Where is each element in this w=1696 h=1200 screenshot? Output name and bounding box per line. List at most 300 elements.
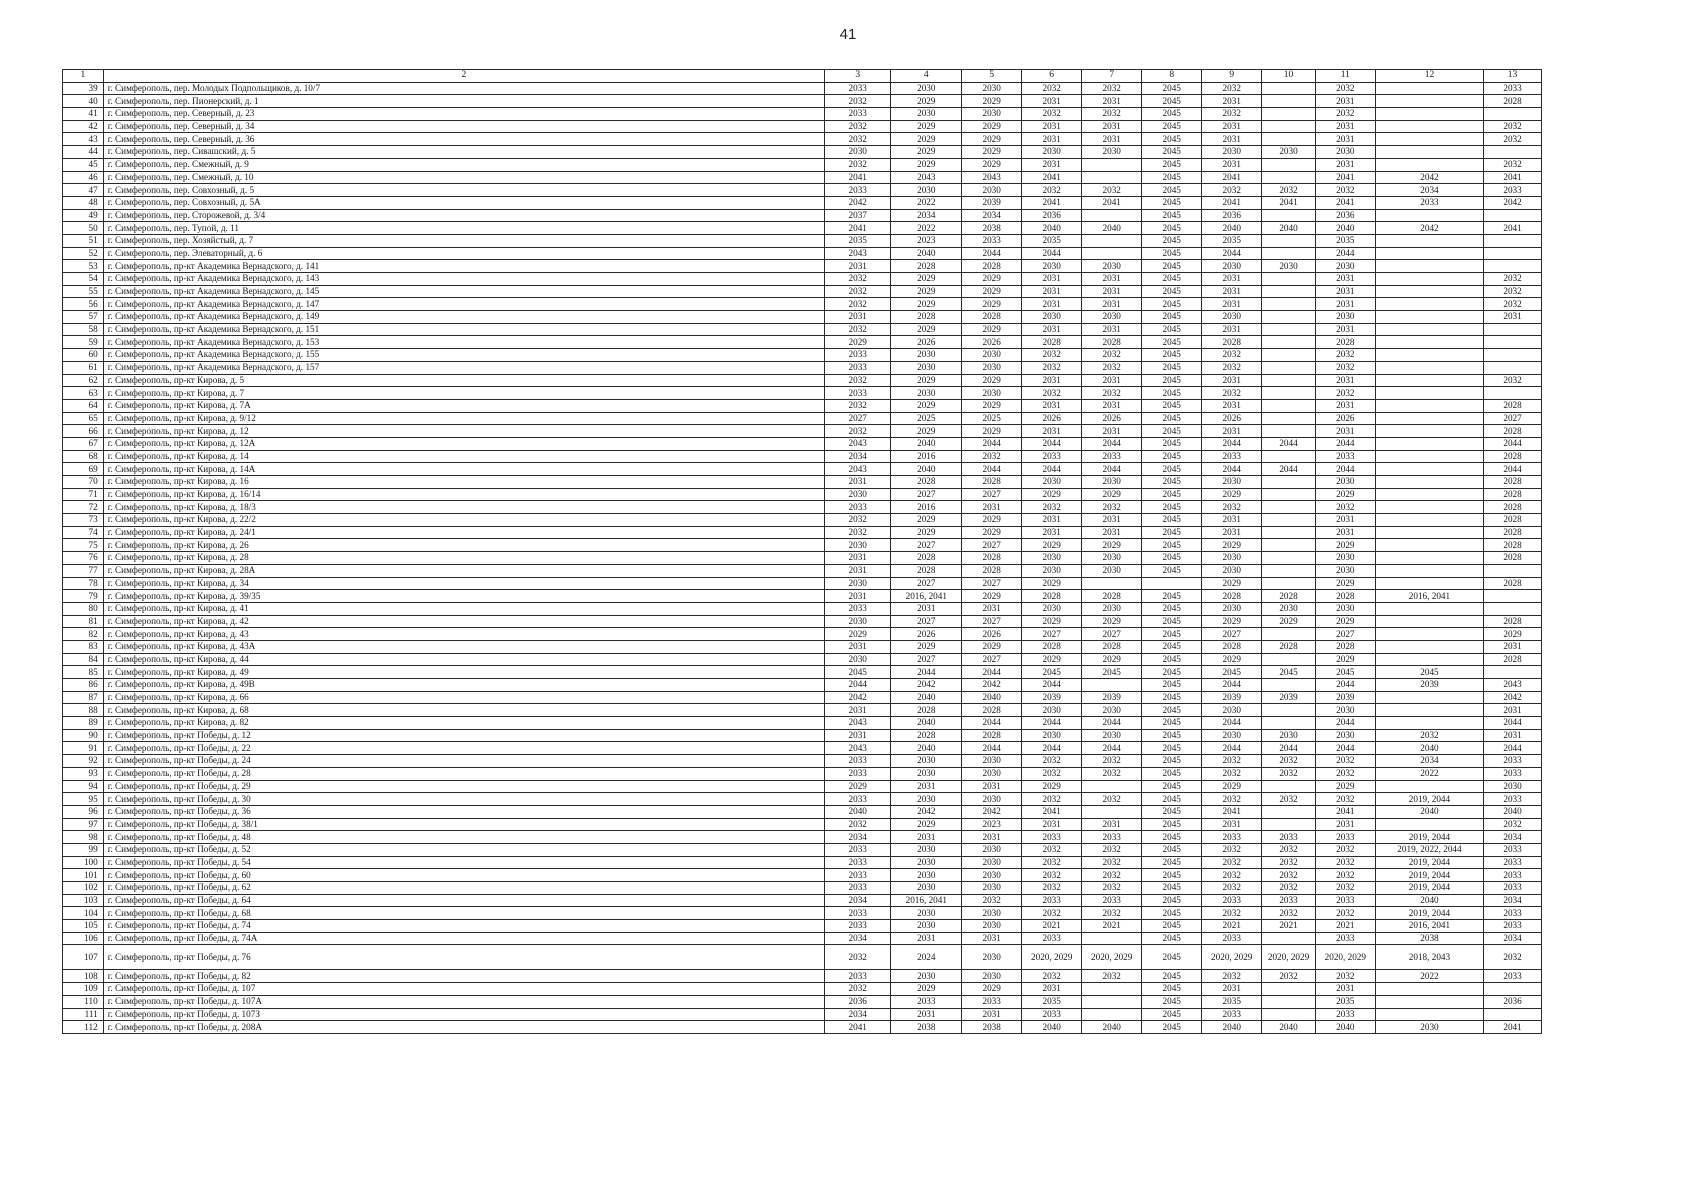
cell-col-3: 2032 — [824, 818, 890, 831]
cell-row-number: 60 — [63, 349, 104, 362]
cell-col-13: 2033 — [1484, 793, 1542, 806]
cell-col-5: 2030 — [962, 945, 1022, 970]
column-header: 10 — [1262, 70, 1316, 83]
cell-col-9: 2033 — [1202, 1008, 1262, 1021]
cell-col-11: 2045 — [1315, 666, 1375, 679]
cell-col-3: 2032 — [824, 514, 890, 527]
cell-col-12 — [1375, 501, 1483, 514]
cell-row-number: 52 — [63, 247, 104, 260]
cell-col-7: 2041 — [1082, 196, 1142, 209]
cell-col-7: 2030 — [1082, 564, 1142, 577]
cell-address: г. Симферополь, пр-кт Кирова, д. 14 — [103, 450, 824, 463]
cell-address: г. Симферополь, пер. Смежный, д. 9 — [103, 158, 824, 171]
cell-col-11: 2030 — [1315, 552, 1375, 565]
table-row — [63, 260, 1542, 273]
cell-col-13 — [1484, 361, 1542, 374]
cell-address: г. Симферополь, пр-кт Кирова, д. 14А — [103, 463, 824, 476]
cell-col-7: 2031 — [1082, 273, 1142, 286]
cell-col-9: 2040 — [1202, 222, 1262, 235]
table-body — [63, 70, 1542, 1034]
cell-col-3: 2033 — [824, 361, 890, 374]
cell-col-4: 2029 — [891, 374, 962, 387]
cell-col-12 — [1375, 995, 1483, 1008]
cell-col-9: 2033 — [1202, 894, 1262, 907]
cell-col-6: 2032 — [1022, 767, 1082, 780]
cell-col-11: 2031 — [1315, 273, 1375, 286]
table-row — [63, 95, 1542, 108]
cell-row-number: 72 — [63, 501, 104, 514]
cell-col-10: 2030 — [1262, 146, 1316, 159]
cell-col-3: 2034 — [824, 932, 890, 945]
cell-col-11: 2030 — [1315, 602, 1375, 615]
cell-col-10 — [1262, 577, 1316, 590]
cell-row-number: 54 — [63, 273, 104, 286]
cell-row-number: 107 — [63, 945, 104, 970]
cell-col-12 — [1375, 476, 1483, 489]
cell-col-6: 2032 — [1022, 361, 1082, 374]
cell-col-9: 2032 — [1202, 856, 1262, 869]
cell-col-11: 2031 — [1315, 158, 1375, 171]
cell-row-number: 39 — [63, 82, 104, 95]
cell-col-5: 2029 — [962, 590, 1022, 603]
cell-col-7: 2032 — [1082, 843, 1142, 856]
cell-col-8: 2045 — [1142, 640, 1202, 653]
cell-col-13: 2032 — [1484, 945, 1542, 970]
cell-col-4: 2028 — [891, 311, 962, 324]
cell-col-12 — [1375, 298, 1483, 311]
cell-row-number: 59 — [63, 336, 104, 349]
cell-col-13: 2028 — [1484, 95, 1542, 108]
cell-row-number: 98 — [63, 831, 104, 844]
table-row — [63, 564, 1542, 577]
cell-col-4: 2038 — [891, 1021, 962, 1034]
table-row — [63, 767, 1542, 780]
cell-col-11: 2032 — [1315, 184, 1375, 197]
cell-col-8: 2045 — [1142, 894, 1202, 907]
table-row — [63, 577, 1542, 590]
cell-col-8: 2045 — [1142, 1008, 1202, 1021]
cell-col-4: 2029 — [891, 273, 962, 286]
cell-col-7: 2031 — [1082, 133, 1142, 146]
cell-col-10: 2032 — [1262, 869, 1316, 882]
cell-col-5: 2029 — [962, 983, 1022, 996]
cell-address: г. Симферополь, пр-кт Кирова, д. 44 — [103, 653, 824, 666]
cell-col-13: 2032 — [1484, 818, 1542, 831]
cell-address: г. Симферополь, пер. Северный, д. 36 — [103, 133, 824, 146]
cell-col-7: 2033 — [1082, 831, 1142, 844]
cell-col-11: 2041 — [1315, 805, 1375, 818]
column-header: 2 — [103, 70, 824, 83]
cell-col-4: 2029 — [891, 818, 962, 831]
cell-col-3: 2043 — [824, 717, 890, 730]
cell-row-number: 55 — [63, 285, 104, 298]
cell-col-4: 2031 — [891, 602, 962, 615]
cell-col-5: 2026 — [962, 628, 1022, 641]
cell-col-3: 2032 — [824, 983, 890, 996]
cell-col-4: 2027 — [891, 488, 962, 501]
cell-col-5: 2030 — [962, 108, 1022, 121]
cell-col-6: 2036 — [1022, 209, 1082, 222]
cell-col-7: 2032 — [1082, 907, 1142, 920]
cell-col-10 — [1262, 780, 1316, 793]
cell-col-10 — [1262, 717, 1316, 730]
cell-col-13: 2028 — [1484, 539, 1542, 552]
cell-col-10: 2032 — [1262, 907, 1316, 920]
cell-col-7 — [1082, 158, 1142, 171]
cell-col-11: 2027 — [1315, 628, 1375, 641]
cell-col-3: 2041 — [824, 1021, 890, 1034]
cell-col-10 — [1262, 526, 1316, 539]
cell-col-6: 2031 — [1022, 285, 1082, 298]
cell-col-9: 2029 — [1202, 577, 1262, 590]
cell-col-12 — [1375, 260, 1483, 273]
cell-col-11: 2029 — [1315, 615, 1375, 628]
cell-col-4: 2029 — [891, 526, 962, 539]
cell-col-9: 2031 — [1202, 983, 1262, 996]
cell-col-3: 2034 — [824, 450, 890, 463]
cell-col-4: 2027 — [891, 577, 962, 590]
cell-col-12: 2034 — [1375, 755, 1483, 768]
cell-col-6: 2030 — [1022, 260, 1082, 273]
cell-col-12 — [1375, 158, 1483, 171]
cell-col-9: 2030 — [1202, 729, 1262, 742]
cell-col-9: 2032 — [1202, 907, 1262, 920]
cell-col-3: 2030 — [824, 615, 890, 628]
cell-col-10 — [1262, 95, 1316, 108]
cell-col-4: 2029 — [891, 298, 962, 311]
cell-col-4: 2040 — [891, 437, 962, 450]
cell-col-9: 2031 — [1202, 514, 1262, 527]
cell-col-11: 2028 — [1315, 590, 1375, 603]
cell-col-9: 2032 — [1202, 755, 1262, 768]
cell-col-5: 2032 — [962, 894, 1022, 907]
cell-col-5: 2044 — [962, 247, 1022, 260]
cell-col-7: 2028 — [1082, 336, 1142, 349]
cell-col-5: 2026 — [962, 336, 1022, 349]
cell-col-5: 2030 — [962, 387, 1022, 400]
cell-col-12 — [1375, 488, 1483, 501]
cell-col-6: 2032 — [1022, 108, 1082, 121]
cell-col-12 — [1375, 209, 1483, 222]
table-row — [63, 704, 1542, 717]
cell-col-12 — [1375, 539, 1483, 552]
cell-col-11: 2028 — [1315, 640, 1375, 653]
column-header: 4 — [891, 70, 962, 83]
cell-col-10: 2029 — [1262, 615, 1316, 628]
cell-col-10: 2044 — [1262, 742, 1316, 755]
cell-col-10 — [1262, 805, 1316, 818]
cell-address: г. Симферополь, пр-кт Победы, д. 30 — [103, 793, 824, 806]
cell-address: г. Симферополь, пр-кт Победы, д. 60 — [103, 869, 824, 882]
cell-row-number: 50 — [63, 222, 104, 235]
cell-col-11: 2033 — [1315, 450, 1375, 463]
cell-col-8: 2045 — [1142, 488, 1202, 501]
cell-col-12 — [1375, 311, 1483, 324]
cell-col-10: 2044 — [1262, 463, 1316, 476]
cell-col-3: 2033 — [824, 501, 890, 514]
cell-col-4: 2040 — [891, 742, 962, 755]
cell-col-6: 2031 — [1022, 323, 1082, 336]
cell-row-number: 69 — [63, 463, 104, 476]
table-row — [63, 1021, 1542, 1034]
cell-col-5: 2028 — [962, 260, 1022, 273]
table-row — [63, 628, 1542, 641]
cell-address: г. Симферополь, пр-кт Кирова, д. 22/2 — [103, 514, 824, 527]
cell-col-6: 2044 — [1022, 437, 1082, 450]
cell-col-5: 2044 — [962, 717, 1022, 730]
cell-col-4: 2030 — [891, 907, 962, 920]
cell-col-8: 2045 — [1142, 970, 1202, 983]
cell-col-12: 2019, 2044 — [1375, 907, 1483, 920]
cell-col-4: 2029 — [891, 323, 962, 336]
cell-address: г. Симферополь, пр-кт Академика Вернадского, д. 145 — [103, 285, 824, 298]
cell-col-10 — [1262, 425, 1316, 438]
cell-row-number: 46 — [63, 171, 104, 184]
cell-col-13 — [1484, 349, 1542, 362]
cell-col-10: 2032 — [1262, 755, 1316, 768]
table-row — [63, 843, 1542, 856]
cell-col-8: 2045 — [1142, 1021, 1202, 1034]
cell-col-7: 2040 — [1082, 222, 1142, 235]
cell-col-13: 2033 — [1484, 82, 1542, 95]
cell-col-5: 2030 — [962, 184, 1022, 197]
cell-col-11: 2029 — [1315, 488, 1375, 501]
cell-col-11: 2032 — [1315, 361, 1375, 374]
cell-col-12: 2038 — [1375, 932, 1483, 945]
cell-row-number: 70 — [63, 476, 104, 489]
cell-col-4: 2031 — [891, 780, 962, 793]
cell-col-3: 2032 — [824, 374, 890, 387]
cell-col-13 — [1484, 209, 1542, 222]
cell-col-12 — [1375, 285, 1483, 298]
cell-col-10 — [1262, 539, 1316, 552]
cell-col-10: 2033 — [1262, 831, 1316, 844]
cell-address: г. Симферополь, пр-кт Победы, д. 68 — [103, 907, 824, 920]
cell-col-8: 2045 — [1142, 437, 1202, 450]
cell-col-6: 2032 — [1022, 843, 1082, 856]
cell-col-3: 2031 — [824, 260, 890, 273]
cell-col-7: 2031 — [1082, 818, 1142, 831]
cell-address: г. Симферополь, пр-кт Победы, д. 24 — [103, 755, 824, 768]
cell-col-7: 2032 — [1082, 361, 1142, 374]
cell-col-11: 2032 — [1315, 843, 1375, 856]
cell-row-number: 42 — [63, 120, 104, 133]
cell-col-10 — [1262, 158, 1316, 171]
cell-col-5: 2027 — [962, 615, 1022, 628]
cell-col-5: 2029 — [962, 133, 1022, 146]
cell-col-4: 2030 — [891, 920, 962, 933]
cell-col-6: 2031 — [1022, 374, 1082, 387]
cell-row-number: 66 — [63, 425, 104, 438]
cell-col-9: 2041 — [1202, 196, 1262, 209]
cell-col-13: 2033 — [1484, 882, 1542, 895]
cell-col-5: 2033 — [962, 995, 1022, 1008]
cell-col-9: 2032 — [1202, 882, 1262, 895]
table-row — [63, 171, 1542, 184]
cell-col-4: 2016 — [891, 450, 962, 463]
cell-col-11: 2044 — [1315, 437, 1375, 450]
cell-col-6: 2044 — [1022, 679, 1082, 692]
cell-col-8: 2045 — [1142, 222, 1202, 235]
cell-col-4: 2030 — [891, 184, 962, 197]
cell-col-4: 2028 — [891, 704, 962, 717]
cell-col-13: 2028 — [1484, 488, 1542, 501]
cell-col-4: 2030 — [891, 793, 962, 806]
table-row — [63, 234, 1542, 247]
cell-col-12 — [1375, 818, 1483, 831]
cell-col-10 — [1262, 628, 1316, 641]
cell-col-3: 2032 — [824, 298, 890, 311]
cell-address: г. Симферополь, пр-кт Академика Вернадского, д. 155 — [103, 349, 824, 362]
cell-address: г. Симферополь, пр-кт Кирова, д. 12 — [103, 425, 824, 438]
cell-col-13: 2031 — [1484, 311, 1542, 324]
cell-col-4: 2026 — [891, 336, 962, 349]
cell-col-5: 2038 — [962, 1021, 1022, 1034]
cell-col-5: 2029 — [962, 425, 1022, 438]
cell-col-8: 2045 — [1142, 602, 1202, 615]
cell-col-3: 2030 — [824, 488, 890, 501]
cell-col-9: 2030 — [1202, 146, 1262, 159]
cell-col-7 — [1082, 1008, 1142, 1021]
cell-address: г. Симферополь, пр-кт Академика Вернадского, д. 149 — [103, 311, 824, 324]
cell-col-9: 2027 — [1202, 628, 1262, 641]
cell-col-11: 2032 — [1315, 882, 1375, 895]
table-row — [63, 209, 1542, 222]
cell-col-9: 2032 — [1202, 767, 1262, 780]
cell-col-6: 2040 — [1022, 1021, 1082, 1034]
cell-col-11: 2032 — [1315, 767, 1375, 780]
cell-col-10 — [1262, 514, 1316, 527]
cell-col-11: 2026 — [1315, 412, 1375, 425]
cell-col-13: 2028 — [1484, 450, 1542, 463]
cell-address: г. Симферополь, пер. Сторожевой, д. 3/4 — [103, 209, 824, 222]
cell-col-3: 2037 — [824, 209, 890, 222]
table-row — [63, 932, 1542, 945]
cell-col-4: 2024 — [891, 945, 962, 970]
table-row — [63, 780, 1542, 793]
cell-col-7: 2030 — [1082, 476, 1142, 489]
cell-address: г. Симферополь, пр-кт Кирова, д. 28А — [103, 564, 824, 577]
cell-col-7: 2031 — [1082, 285, 1142, 298]
cell-col-13: 2040 — [1484, 805, 1542, 818]
table-row — [63, 755, 1542, 768]
cell-col-3: 2031 — [824, 704, 890, 717]
cell-col-13: 2027 — [1484, 412, 1542, 425]
cell-col-7 — [1082, 995, 1142, 1008]
cell-col-3: 2034 — [824, 831, 890, 844]
cell-col-3: 2032 — [824, 323, 890, 336]
table-row — [63, 983, 1542, 996]
cell-col-6: 2039 — [1022, 691, 1082, 704]
cell-col-8: 2045 — [1142, 869, 1202, 882]
cell-col-5: 2028 — [962, 564, 1022, 577]
cell-col-4: 2029 — [891, 514, 962, 527]
table-row — [63, 146, 1542, 159]
cell-col-10 — [1262, 679, 1316, 692]
cell-col-12: 2039 — [1375, 679, 1483, 692]
cell-address: г. Симферополь, пер. Смежный, д. 10 — [103, 171, 824, 184]
cell-address: г. Симферополь, пр-кт Кирова, д. 16/14 — [103, 488, 824, 501]
cell-col-7: 2031 — [1082, 323, 1142, 336]
cell-col-5: 2028 — [962, 729, 1022, 742]
cell-col-12 — [1375, 108, 1483, 121]
cell-col-7: 2030 — [1082, 311, 1142, 324]
cell-col-6: 2029 — [1022, 539, 1082, 552]
cell-col-13: 2033 — [1484, 856, 1542, 869]
cell-col-7: 2029 — [1082, 653, 1142, 666]
cell-col-13: 2042 — [1484, 691, 1542, 704]
cell-col-4: 2023 — [891, 234, 962, 247]
table-row — [63, 882, 1542, 895]
cell-col-4: 2044 — [891, 666, 962, 679]
cell-col-13: 2028 — [1484, 476, 1542, 489]
cell-col-12 — [1375, 704, 1483, 717]
cell-col-5: 2028 — [962, 476, 1022, 489]
cell-col-8 — [1142, 577, 1202, 590]
cell-col-3: 2033 — [824, 907, 890, 920]
cell-col-10 — [1262, 374, 1316, 387]
cell-col-10: 2032 — [1262, 843, 1316, 856]
cell-address: г. Симферополь, пр-кт Кирова, д. 7 — [103, 387, 824, 400]
cell-col-10 — [1262, 501, 1316, 514]
cell-col-12 — [1375, 602, 1483, 615]
cell-col-8: 2045 — [1142, 108, 1202, 121]
cell-col-10 — [1262, 285, 1316, 298]
cell-col-10: 2032 — [1262, 856, 1316, 869]
cell-col-12: 2042 — [1375, 171, 1483, 184]
cell-col-10 — [1262, 234, 1316, 247]
cell-col-5: 2030 — [962, 869, 1022, 882]
cell-col-13: 2041 — [1484, 171, 1542, 184]
cell-col-6: 2031 — [1022, 514, 1082, 527]
cell-col-10: 2021 — [1262, 920, 1316, 933]
cell-col-11: 2040 — [1315, 222, 1375, 235]
cell-col-7: 2021 — [1082, 920, 1142, 933]
cell-col-13: 2036 — [1484, 995, 1542, 1008]
cell-col-6: 2044 — [1022, 247, 1082, 260]
cell-col-7: 2032 — [1082, 869, 1142, 882]
cell-col-8: 2045 — [1142, 882, 1202, 895]
cell-col-3: 2030 — [824, 146, 890, 159]
cell-col-8: 2045 — [1142, 742, 1202, 755]
table-row — [63, 805, 1542, 818]
cell-row-number: 112 — [63, 1021, 104, 1034]
cell-col-5: 2043 — [962, 171, 1022, 184]
cell-address: г. Симферополь, пр-кт Победы, д. 38/1 — [103, 818, 824, 831]
cell-col-9: 2044 — [1202, 717, 1262, 730]
cell-col-13 — [1484, 590, 1542, 603]
cell-col-13: 2041 — [1484, 222, 1542, 235]
cell-address: г. Симферополь, пр-кт Кирова, д. 26 — [103, 539, 824, 552]
cell-col-6: 2044 — [1022, 463, 1082, 476]
cell-col-7: 2030 — [1082, 602, 1142, 615]
cell-col-12 — [1375, 95, 1483, 108]
cell-col-8: 2045 — [1142, 691, 1202, 704]
cell-row-number: 100 — [63, 856, 104, 869]
cell-row-number: 99 — [63, 843, 104, 856]
cell-col-6: 2031 — [1022, 95, 1082, 108]
table-row — [63, 640, 1542, 653]
cell-col-3: 2033 — [824, 108, 890, 121]
cell-col-10 — [1262, 349, 1316, 362]
table-row — [63, 970, 1542, 983]
cell-col-7: 2030 — [1082, 552, 1142, 565]
cell-col-6: 2032 — [1022, 755, 1082, 768]
cell-col-9: 2044 — [1202, 463, 1262, 476]
cell-col-12 — [1375, 450, 1483, 463]
cell-row-number: 41 — [63, 108, 104, 121]
cell-row-number: 109 — [63, 983, 104, 996]
